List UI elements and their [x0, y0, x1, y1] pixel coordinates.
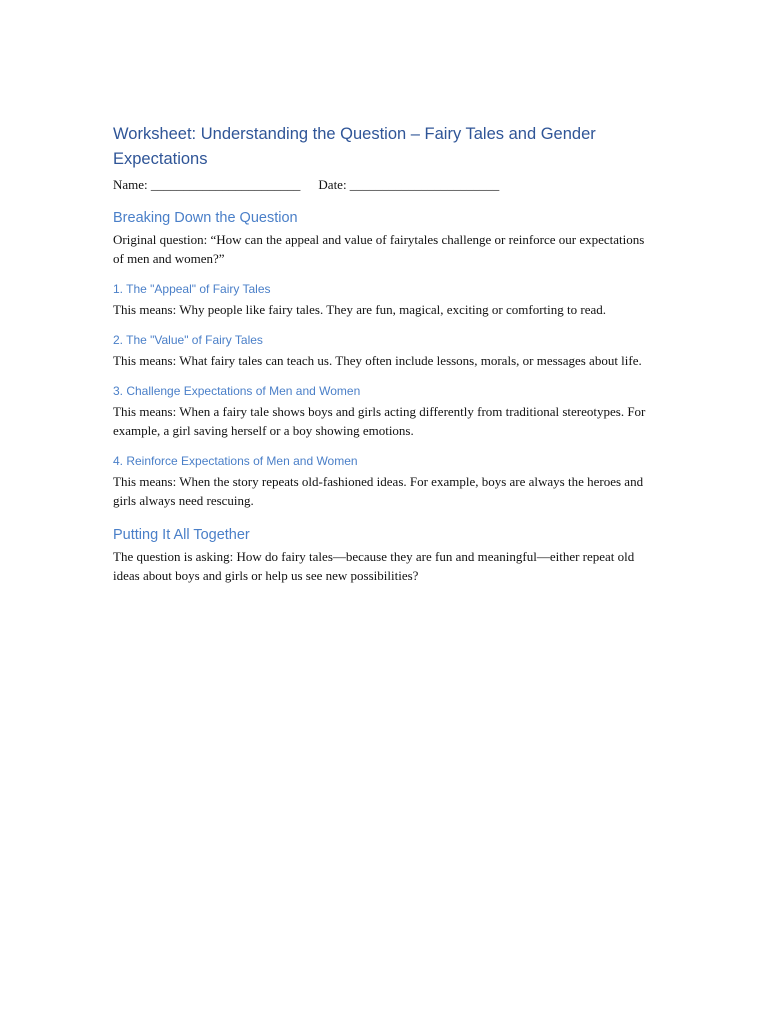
appeal-text: This means: Why people like fairy tales. They are fun, magical, exciting or comforting to read.	[113, 302, 606, 317]
heading-reinforce: 4. Reinforce Expectations of Men and Women	[113, 454, 358, 468]
heading-value: 2. The "Value" of Fairy Tales	[113, 333, 263, 347]
date-field: Date: _______________________	[318, 177, 500, 192]
summary-text: The question is asking: How do fairy tales—because they are fun and meaningful—either repeat old ideas about boys and girls or help us see new possibilities?	[113, 549, 635, 583]
reinforce-text: This means: When the story repeats old-fashioned ideas. For example, boys are always the heroes and girls always need rescuing.	[113, 474, 644, 508]
challenge-text: This means: When a fairy tale shows boys and girls acting differently from traditional stereotypes. For example, a girl saving herself or a boy showing emotions.	[113, 404, 646, 438]
heading-putting-together: Putting It All Together	[113, 527, 250, 543]
heading-appeal: 1. The "Appeal" of Fairy Tales	[113, 282, 271, 296]
heading-breaking-down: Breaking Down the Question	[113, 210, 298, 226]
worksheet-page	[113, 122, 658, 585]
value-text: This means: What fairy tales can teach us. They often include lessons, morals, or messages about life.	[113, 353, 642, 368]
worksheet-title: Worksheet: Understanding the Question – Fairy Tales and Gender Expectations	[113, 125, 596, 168]
heading-challenge: 3. Challenge Expectations of Men and Women	[113, 384, 361, 398]
name-field: Name: _______________________	[113, 177, 301, 192]
name-date-line	[113, 177, 658, 193]
original-question-text: Original question: “How can the appeal and value of fairytales challenge or reinforce our expectations of men and women?”	[113, 232, 645, 266]
